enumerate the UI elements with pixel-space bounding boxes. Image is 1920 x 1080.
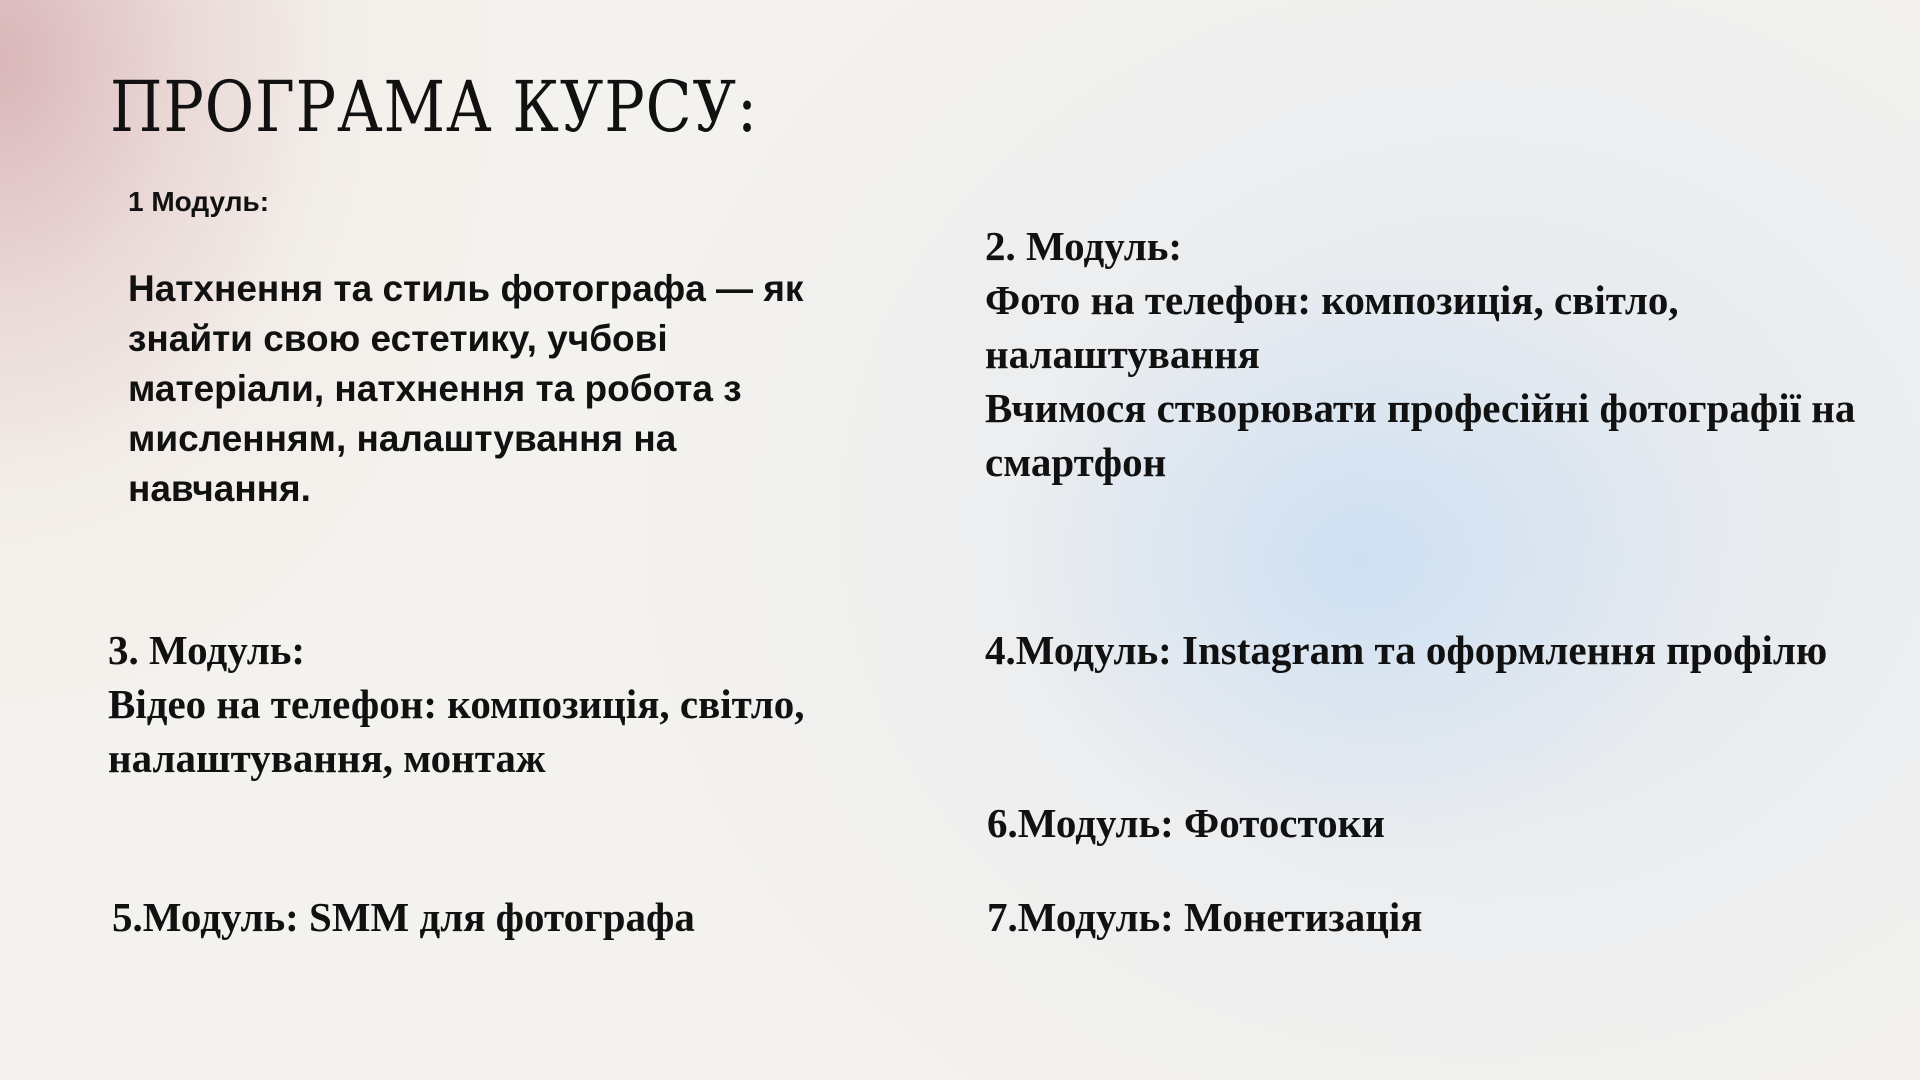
module-3-label: 3. Модуль: — [108, 627, 306, 673]
module-6-text: 6.Модуль: Фотостоки — [987, 800, 1385, 846]
module-2-topic: Фото на телефон: композиція, світло, налаштування — [985, 277, 1679, 377]
module-2-block — [985, 219, 1885, 489]
module-7-text: 7.Модуль: Монетизація — [987, 894, 1423, 940]
page-title: ПРОГРАМА КУРСУ: — [110, 66, 759, 148]
module-4-text: 4.Модуль: Instagram та оформлення профілю — [985, 627, 1828, 673]
module-5-text: 5.Модуль: SMM для фотографа — [112, 894, 695, 940]
module-2-description: Вчимося створювати професійні фотографії на смартфон — [985, 385, 1856, 485]
module-3-topic: Відео на телефон: композиція, світло, налаштування, монтаж — [108, 681, 805, 781]
module-2-label: 2. Модуль: — [985, 223, 1183, 269]
module-1-description: Натхнення та стиль фотографа — як знайти свою естетику, учбові матеріали, натхнення та робота з мисленням, налаштування на навчання. — [128, 268, 804, 509]
module-1-label: 1 Модуль: — [128, 186, 270, 217]
module-3-block — [108, 623, 908, 785]
